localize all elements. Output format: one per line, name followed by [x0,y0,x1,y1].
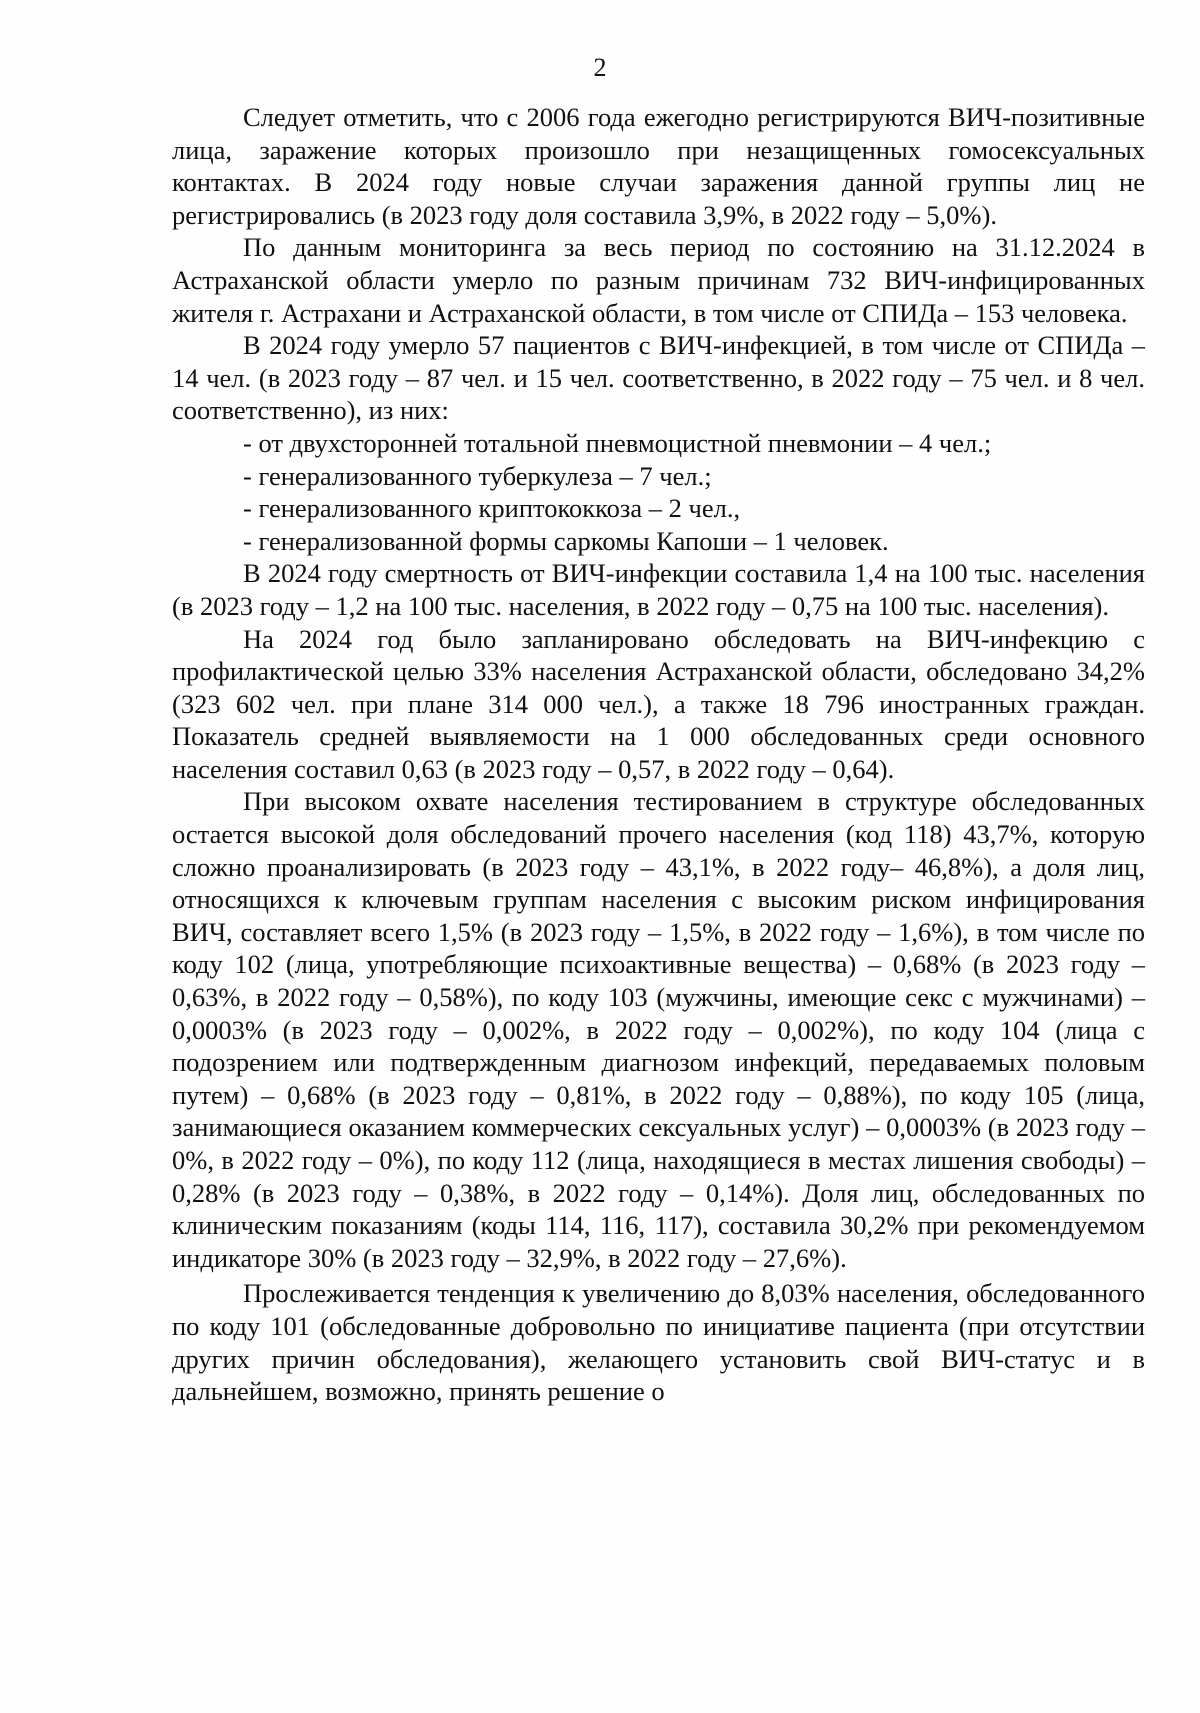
causes-of-death-list [172,427,1145,557]
list-item: - генерализованного криптококкоза – 2 чел., [243,493,741,524]
paragraph-mortality-rate: В 2024 году смертность от ВИЧ-инфекции составила 1,4 на 100 тыс. населения (в 2023 году – 1,2 на 100 тыс. населения, в 2022 году – 0,75 на 100 тыс. населения). [172,558,1145,621]
paragraph-gay-contacts: Следует отметить, что с 2006 года ежегодно регистрируются ВИЧ-позитивные лица, заражение которых произошло при незащищенных гомосексуальных контактах. В 2024 году новые случаи заражения данной группы лиц не регистрировались (в 2023 году доля составила 3,9%, в 2022 году – 5,0%). [172,102,1145,230]
page-number: 2 [593,53,607,82]
paragraph-screening-plan: На 2024 год было запланировано обследовать на ВИЧ-инфекцию с профилактической целью 33% населения Астраханской области, обследовано 34,2% (323 602 чел. при плане 314 000 чел.), а также 18 796 иностранных граждан. Показатель средней выявляемости на 1 000 обследованных среди основного населения составил 0,63 (в 2023 году – 0,57, в 2022 году – 0,64). [172,623,1145,784]
paragraph-screening-structure: При высоком охвате населения тестированием в структуре обследованных остается высокой доля обследований прочего населения (код 118) 43,7%, которую сложно проанализировать (в 2023 году – 43,1%, в 2022 году– 46,8%), а доля лиц, относящихся к ключевым группам населения с высоким риском инфицирования ВИЧ, составляет всего 1,5% (в 2023 году – 1,5%, в 2022 году – 1,6%), в том числе по коду 102 (лица, употребляющие психоактивные вещества) – 0,68% (в 2023 году – 0,63%, в 2022 году – 0,58%), по коду 103 (мужчины, имеющие секс с мужчинами) – 0,0003% (в 2023 году – 0,002%, в 2022 году – 0,002%), по коду 104 (лица с подозрением или подтвержденным диагнозом инфекций, передаваемых половым путем) – 0,68% (в 2023 году – 0,81%, в 2022 году – 0,88%), по коду 105 (лица, занимающиеся оказанием коммерческих сексуальных услуг) – 0,0003% (в 2023 году – 0%, в 2022 году – 0%), по коду 112 (лица, находящиеся в местах лишения свободы) – 0,28% (в 2023 году – 0,38%, в 2022 году – 0,14%). Доля лиц, обследованных по клиническим показаниям (коды 114, 116, 117), составила 30,2% при рекомендуемом индикаторе 30% (в 2023 году – 32,9%, в 2022 году – 27,6%). [172,786,1145,1273]
list-item: - генерализованного туберкулеза – 7 чел.; [243,460,712,491]
paragraph-deaths-2024: В 2024 году умерло 57 пациентов с ВИЧ-инфекцией, в том числе от СПИДа – 14 чел. (в 2023 году – 87 чел. и 15 чел. соответственно, в 2022 году – 75 чел. и 8 чел. соответственно), из них: [172,330,1145,426]
list-item: - от двухсторонней тотальной пневмоцистной пневмонии – 4 чел.; [243,427,992,458]
paragraph-total-deaths: По данным мониторинга за весь период по состоянию на 31.12.2024 в Астраханской области умерло по разным причинам 732 ВИЧ-инфицированных жителя г. Астрахани и Астраханской области, в том числе от СПИДа – 153 человека. [172,232,1145,328]
document-body [172,101,1145,1408]
list-item: - генерализованной формы саркомы Капоши – 1 человек. [243,525,889,556]
paragraph-code-101-trend: Прослеживается тенденция к увеличению до 8,03% населения, обследованного по коду 101 (обследованные добровольно по инициативе пациента (при отсутствии других причин обследования), желающего установить свой ВИЧ-статус и в дальнейшем, возможно, принять решение о [172,1278,1145,1407]
